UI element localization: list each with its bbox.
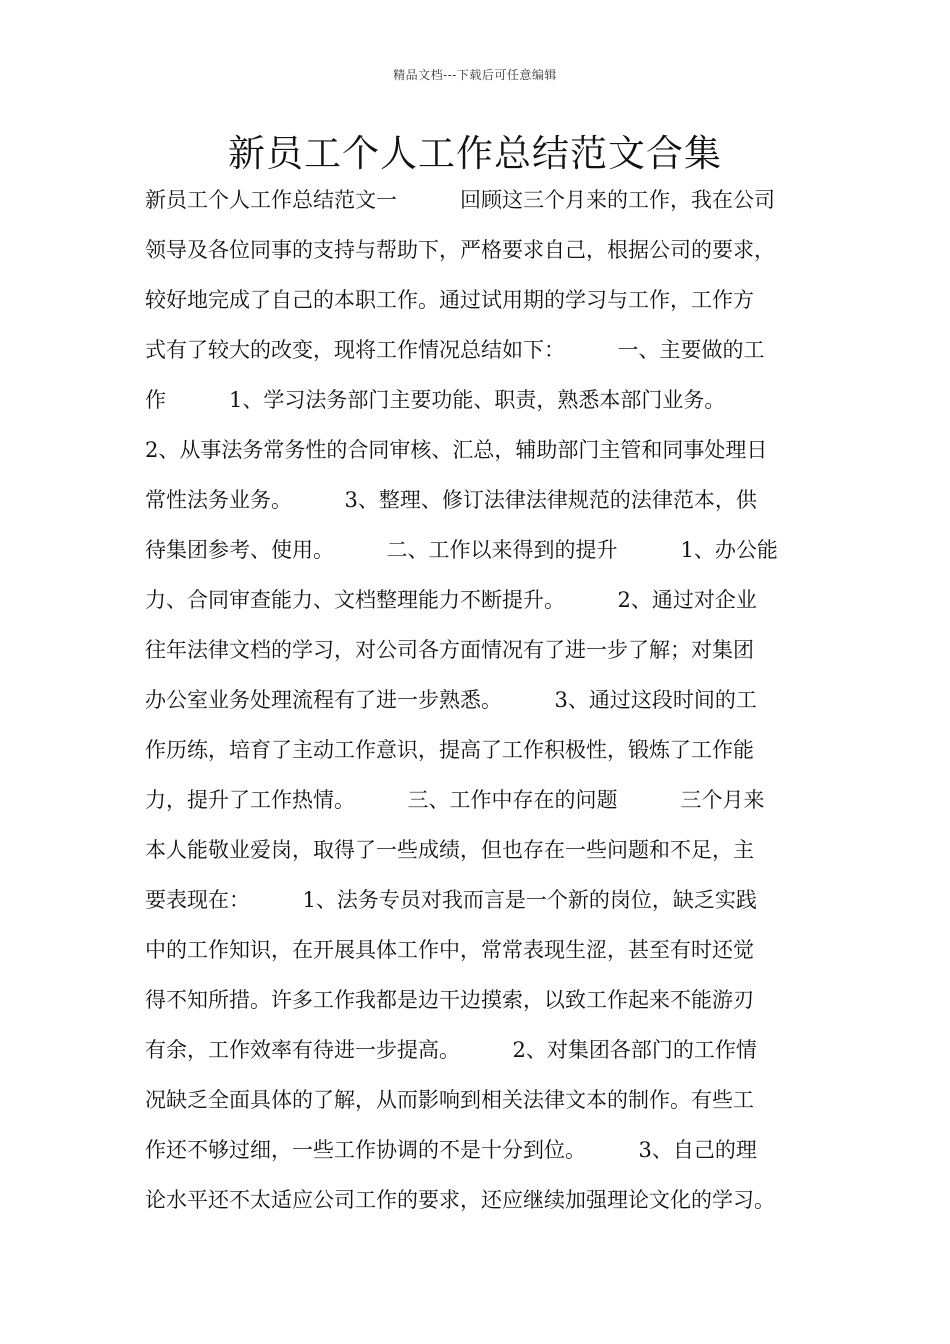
body-line: 待集团参考、使用。 二、工作以来得到的提升 1、办公能 — [145, 538, 778, 562]
body-line: 力、合同审查能力、文档整理能力不断提升。 2、通过对企业 — [145, 588, 757, 612]
body-line: 况缺乏全面具体的了解，从而影响到相关法律文本的制作。有些工 — [145, 1088, 754, 1112]
body-line: 新员工个人工作总结范文一 回顾这三个月来的工作，我在公司 — [145, 188, 775, 212]
body-line: 较好地完成了自己的本职工作。通过试用期的学习与工作，工作方 — [145, 288, 754, 312]
body-line: 常性法务业务。 3、整理、修订法律法律规范的法律范本，供 — [145, 488, 757, 512]
body-line: 2、从事法务常务性的合同审核、汇总，辅助部门主管和同事处理日 — [145, 438, 768, 462]
body-line: 办公室业务处理流程有了进一步熟悉。 3、通过这段时间的工 — [145, 688, 757, 712]
body-line: 领导及各位同事的支持与帮助下，严格要求自己，根据公司的要求， — [145, 238, 775, 262]
body-line: 本人能敬业爱岗，取得了一些成绩，但也存在一些问题和不足，主 — [145, 838, 754, 862]
body-line: 得不知所措。许多工作我都是边干边摸索，以致工作起来不能游刃 — [145, 988, 754, 1012]
body-line: 有余，工作效率有待进一步提高。 2、对集团各部门的工作情 — [145, 1038, 757, 1062]
body-line: 力，提升了工作热情。 三、工作中存在的问题 三个月来 — [145, 788, 765, 812]
document-body — [145, 175, 825, 1225]
body-line: 论水平还不太适应公司工作的要求，还应继续加强理论文化的学习。 — [145, 1188, 775, 1212]
body-line: 要表现在： 1、法务专员对我而言是一个新的岗位，缺乏实践 — [145, 888, 757, 912]
body-line: 中的工作知识，在开展具体工作中，常常表现生涩，甚至有时还觉 — [145, 938, 754, 962]
body-line: 作还不够过细，一些工作协调的不是十分到位。 3、自己的理 — [145, 1138, 757, 1162]
body-line: 式有了较大的改变，现将工作情况总结如下： 一、主要做的工 — [145, 338, 765, 362]
document-title: 新员工个人工作总结范文合集 — [228, 132, 722, 175]
header-note: 精品文档---下载后可任意编辑 — [393, 68, 557, 82]
body-line: 往年法律文档的学习，对公司各方面情况有了进一步了解；对集团 — [145, 638, 754, 662]
body-line: 作历练，培育了主动工作意识，提高了工作积极性，锻炼了工作能 — [145, 738, 754, 762]
body-line: 作 1、学习法务部门主要功能、职责，熟悉本部门业务。 — [145, 388, 726, 412]
